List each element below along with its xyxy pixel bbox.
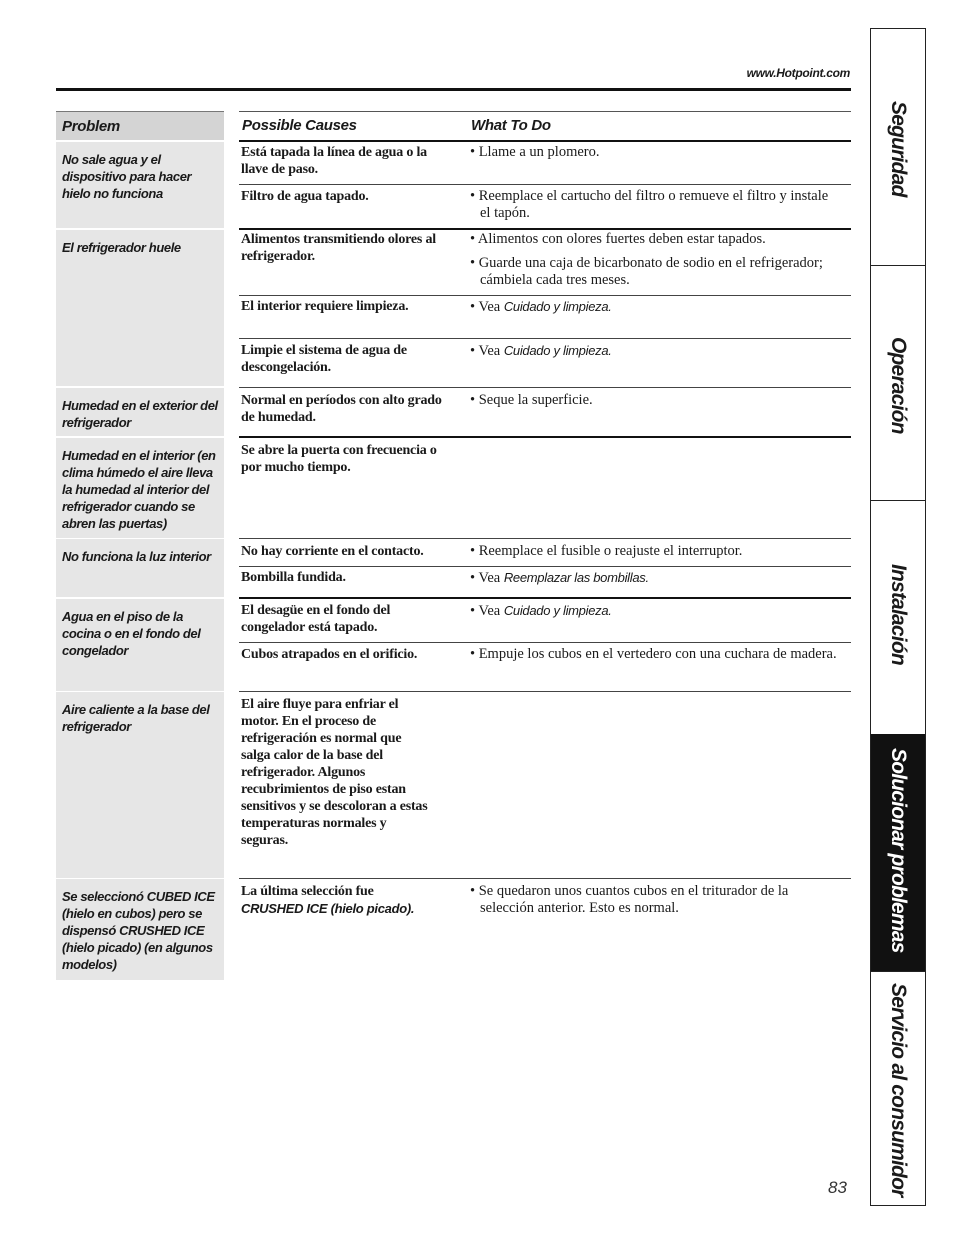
todo-bullet: • Guarde una caja de bicarbonato de sodio en el refrigerador; cámbiela cada tres meses. [470, 255, 823, 288]
todo-bullet: • Alimentos con olores fuertes deben estar tapados. [470, 231, 766, 247]
problem-cell: Humedad en el exterior del refrigerador [56, 388, 224, 436]
todo-text [470, 543, 840, 560]
todo-text [470, 342, 840, 360]
group-separator [239, 436, 851, 438]
tab-seguridad[interactable]: Seguridad [871, 29, 925, 266]
todo-bullet: • Vea Reemplazar las bombillas. [470, 570, 649, 586]
todo-text [470, 569, 840, 587]
todo-bullet: • Reemplace el fusible o reajuste el interruptor. [470, 543, 743, 559]
todo-bullet: • Reemplace el cartucho del filtro o remueve el filtro y instale el tapón. [470, 188, 829, 221]
todo-bullet: • Vea Cuidado y limpieza. [470, 299, 612, 315]
row-separator [239, 184, 851, 185]
header-problem: Problem [56, 111, 224, 140]
todo-text [470, 392, 840, 409]
tab-operacion[interactable]: Operación [871, 265, 925, 501]
problem-cell: Agua en el piso de la cocina o en el fondo del congelador [56, 599, 224, 691]
todo-text [470, 298, 840, 316]
cause-text: La última selección fue CRUSHED ICE (hielo picado). [241, 884, 415, 916]
group-separator [239, 387, 851, 388]
problem-cell: Se seleccionó CUBED ICE (hielo en cubos) pero se dispensó CRUSHED ICE (hielo picado) (en algunos modelos) [56, 879, 224, 980]
problem-cell: No funciona la luz interior [56, 539, 224, 597]
group-separator [239, 228, 851, 230]
group-separator [239, 538, 851, 539]
problem-cell: Aire caliente a la base del refrigerador [56, 692, 224, 878]
tab-solucionar-problemas[interactable]: Solucionar problemas [871, 734, 925, 972]
cause-text: El desagüe en el fondo del congelador está tapado. [241, 603, 391, 635]
cause-text: Está tapada la línea de agua o la llave de paso. [241, 145, 427, 177]
cause-text: Normal en períodos con alto grado de humedad. [241, 393, 442, 425]
cause-text: Limpie el sistema de agua de descongelación. [241, 343, 407, 375]
row-separator [239, 295, 851, 296]
cause-text: No hay corriente en el contacto. [241, 544, 424, 559]
site-url[interactable]: www.Hotpoint.com [746, 66, 850, 80]
row-separator [239, 566, 851, 567]
row-separator [239, 338, 851, 339]
header-todo: What To Do [471, 117, 551, 134]
page-number: 83 [828, 1178, 847, 1197]
todo-text [470, 646, 840, 663]
tab-instalacion[interactable]: Instalación [871, 500, 925, 735]
todo-text [470, 883, 840, 917]
tab-servicio-al-consumidor[interactable]: Servicio al consumidor [887, 983, 910, 1197]
todo-text [470, 144, 840, 161]
header-causes: Possible Causes [242, 117, 357, 134]
cause-text: Alimentos transmitiendo olores al refrigerador. [241, 232, 436, 264]
cause-text: El aire fluye para enfriar el motor. En el proceso de refrigeración es normal que salga calor de la base del refrigerador. Algunos recubrimientos de piso estan sensitivos y se descoloran a estas temperaturas normales y seguras. [241, 697, 428, 848]
group-separator [239, 878, 851, 879]
todo-bullet: • Seque la superficie. [470, 392, 593, 408]
problem-cell: El refrigerador huele [56, 230, 224, 386]
row-separator [239, 642, 851, 643]
todo-text [470, 231, 840, 289]
group-separator [239, 597, 851, 599]
todo-bullet: • Empuje los cubos en el vertedero con una cuchara de madera. [470, 646, 837, 662]
section-tabs [870, 28, 926, 1206]
header-rule-bottom [239, 140, 851, 142]
cause-text: Se abre la puerta con frecuencia o por mucho tiempo. [241, 443, 437, 475]
problem-cell: Humedad en el interior (en clima húmedo el aire lleva la humedad al interior del refrigerador cuando se abren las puertas) [56, 438, 224, 538]
cause-text: Bombilla fundida. [241, 570, 346, 585]
cause-text: El interior requiere limpieza. [241, 299, 409, 314]
todo-bullet: • Vea Cuidado y limpieza. [470, 343, 612, 359]
top-rule [56, 88, 851, 91]
group-separator [239, 691, 851, 692]
todo-bullet: • Se quedaron unos cuantos cubos en el triturador de la selección anterior. Esto es normal. [470, 883, 789, 916]
todo-bullet: • Llame a un plomero. [470, 144, 600, 160]
todo-text [470, 602, 840, 620]
todo-bullet: • Vea Cuidado y limpieza. [470, 603, 612, 619]
cause-text: Cubos atrapados en el orificio. [241, 647, 418, 662]
todo-text [470, 188, 840, 222]
problem-cell: No sale agua y el dispositivo para hacer hielo no funciona [56, 142, 224, 228]
cause-text: Filtro de agua tapado. [241, 189, 369, 204]
